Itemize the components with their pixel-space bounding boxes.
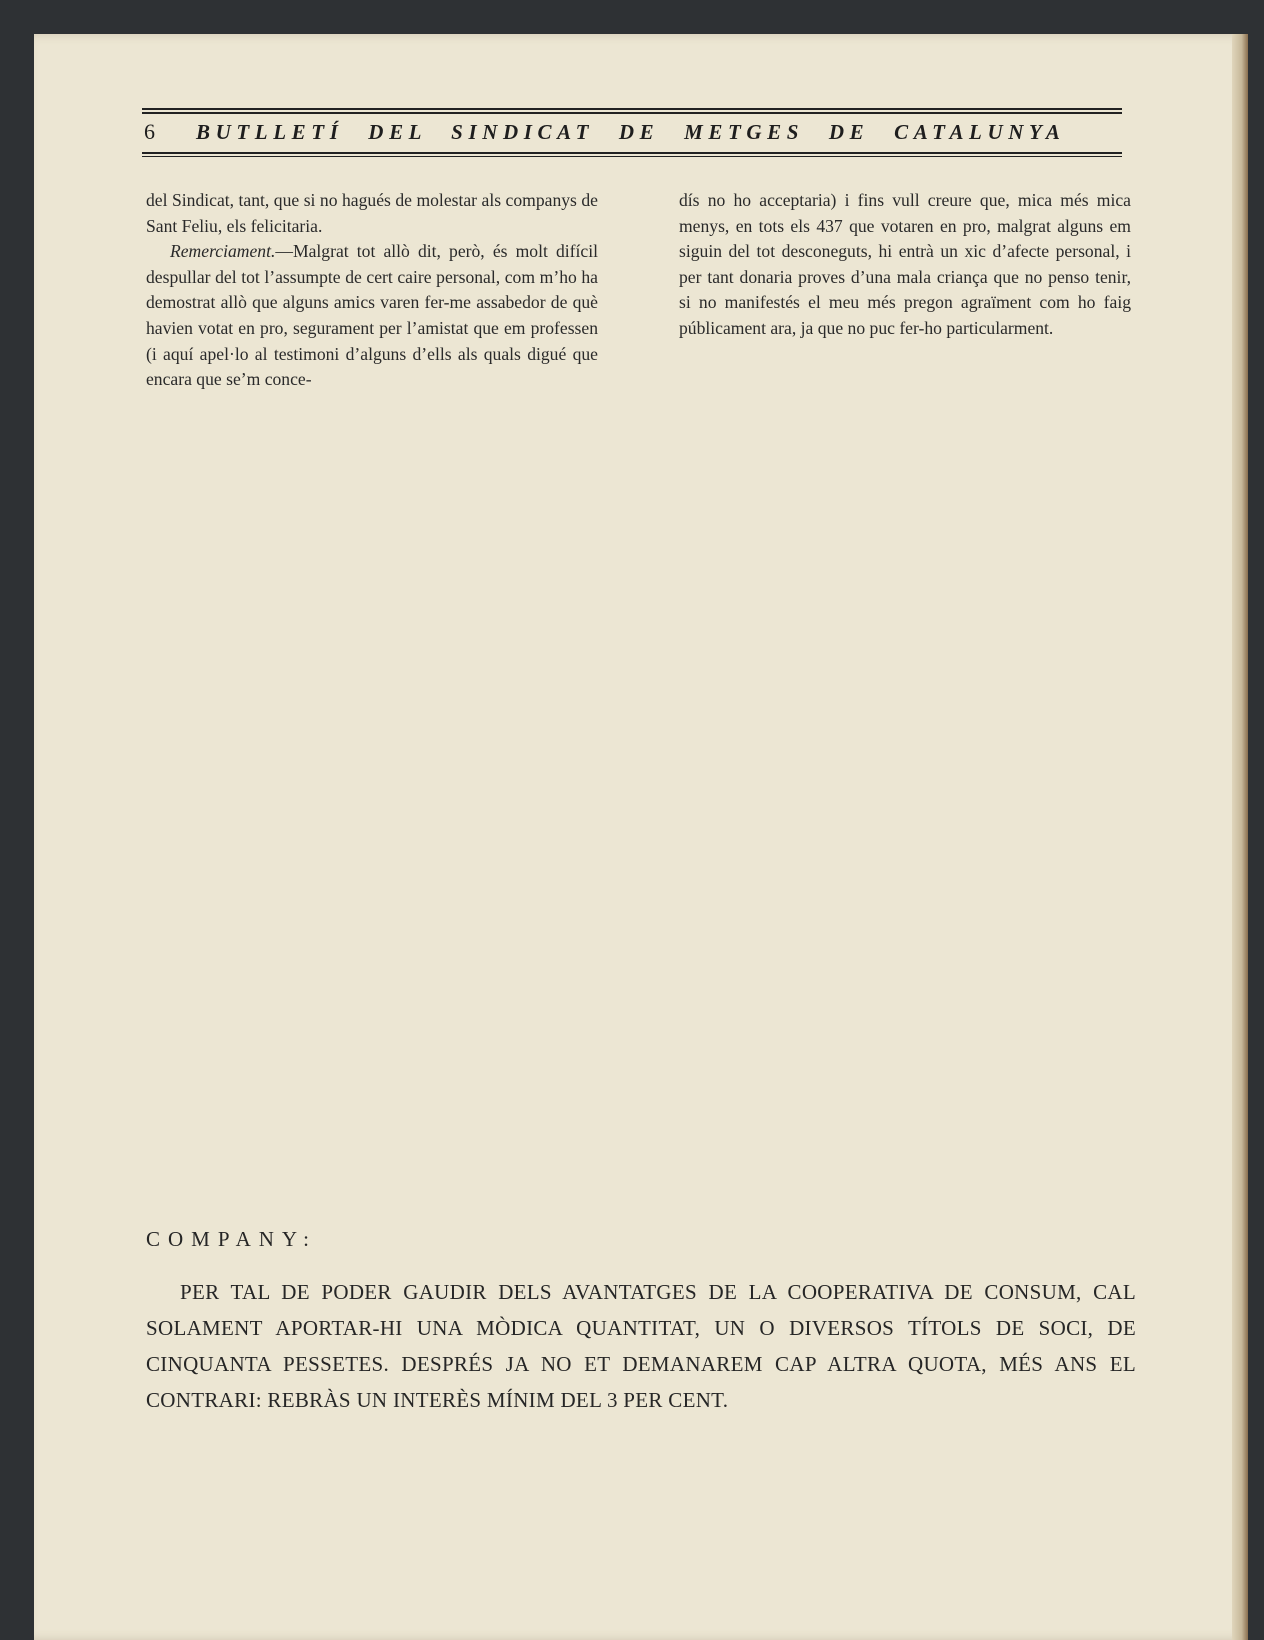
header-rule-bottom [142, 152, 1122, 154]
header-rule-top-thin [142, 112, 1122, 114]
paragraph-remerciament [146, 239, 598, 393]
notice-title: COMPANY: [146, 1227, 317, 1251]
article-columns [146, 188, 1131, 393]
journal-title: BUTLLETÍ DEL SINDICAT DE METGES DE CATALUNYA [196, 119, 1066, 144]
cooperative-notice [146, 1227, 1136, 1418]
header-rule-bottom-thin [142, 156, 1122, 157]
paragraph: dís no ho acceptaria) i fins vull creure que, mica més mica menys, en tots els 437 que votaren en pro, malgrat alguns em siguin del tot desconeguts, hi entrà un xic d’afecte personal, i per tant donaria proves d’una mala criança que no penso tenir, si no manifestés el meu més pregon agraïment com ho faig públicament ara, ja que no puc fer-ho particularment. [679, 190, 1131, 338]
running-header [142, 72, 1122, 162]
right-column [679, 188, 1131, 393]
paragraph: del Sindicat, tant, que si no hagués de molestar als companys de Sant Feliu, els felicitaria. [146, 190, 598, 236]
paragraph-text: —Malgrat tot allò dit, però, és molt difícil despullar del tot l’assumpte de cert caire personal, com m’ho ha demostrat allò que alguns amics varen fer-me assabedor de què havien votat en pro, segurament per l’amistat que em professen (i aquí apel·lo al testimoni d’alguns d’ells als quals digué que encara que se’m conce- [146, 241, 598, 390]
header-rule-top [142, 108, 1122, 110]
left-column [146, 188, 598, 393]
section-heading: Remerciament. [170, 241, 276, 262]
notice-body: PER TAL DE PODER GAUDIR DELS AVANTATGES DE LA COOPERATIVA DE CONSUM, CAL SOLAMENT APORTAR-HI UNA MÒDICA QUANTITAT, UN O DIVERSOS TÍTOLS DE SOCI, DE CINQUANTA PESSETES. DESPRÉS JA NO ET DEMANAREM CAP ALTRA QUOTA, MÉS ANS EL CONTRARI: REBRÀS UN INTERÈS MÍNIM DEL 3 PER CENT. [146, 1280, 1136, 1412]
header-row [142, 115, 1122, 149]
page-number: 6 [144, 119, 155, 144]
page-edge [1232, 34, 1248, 1640]
